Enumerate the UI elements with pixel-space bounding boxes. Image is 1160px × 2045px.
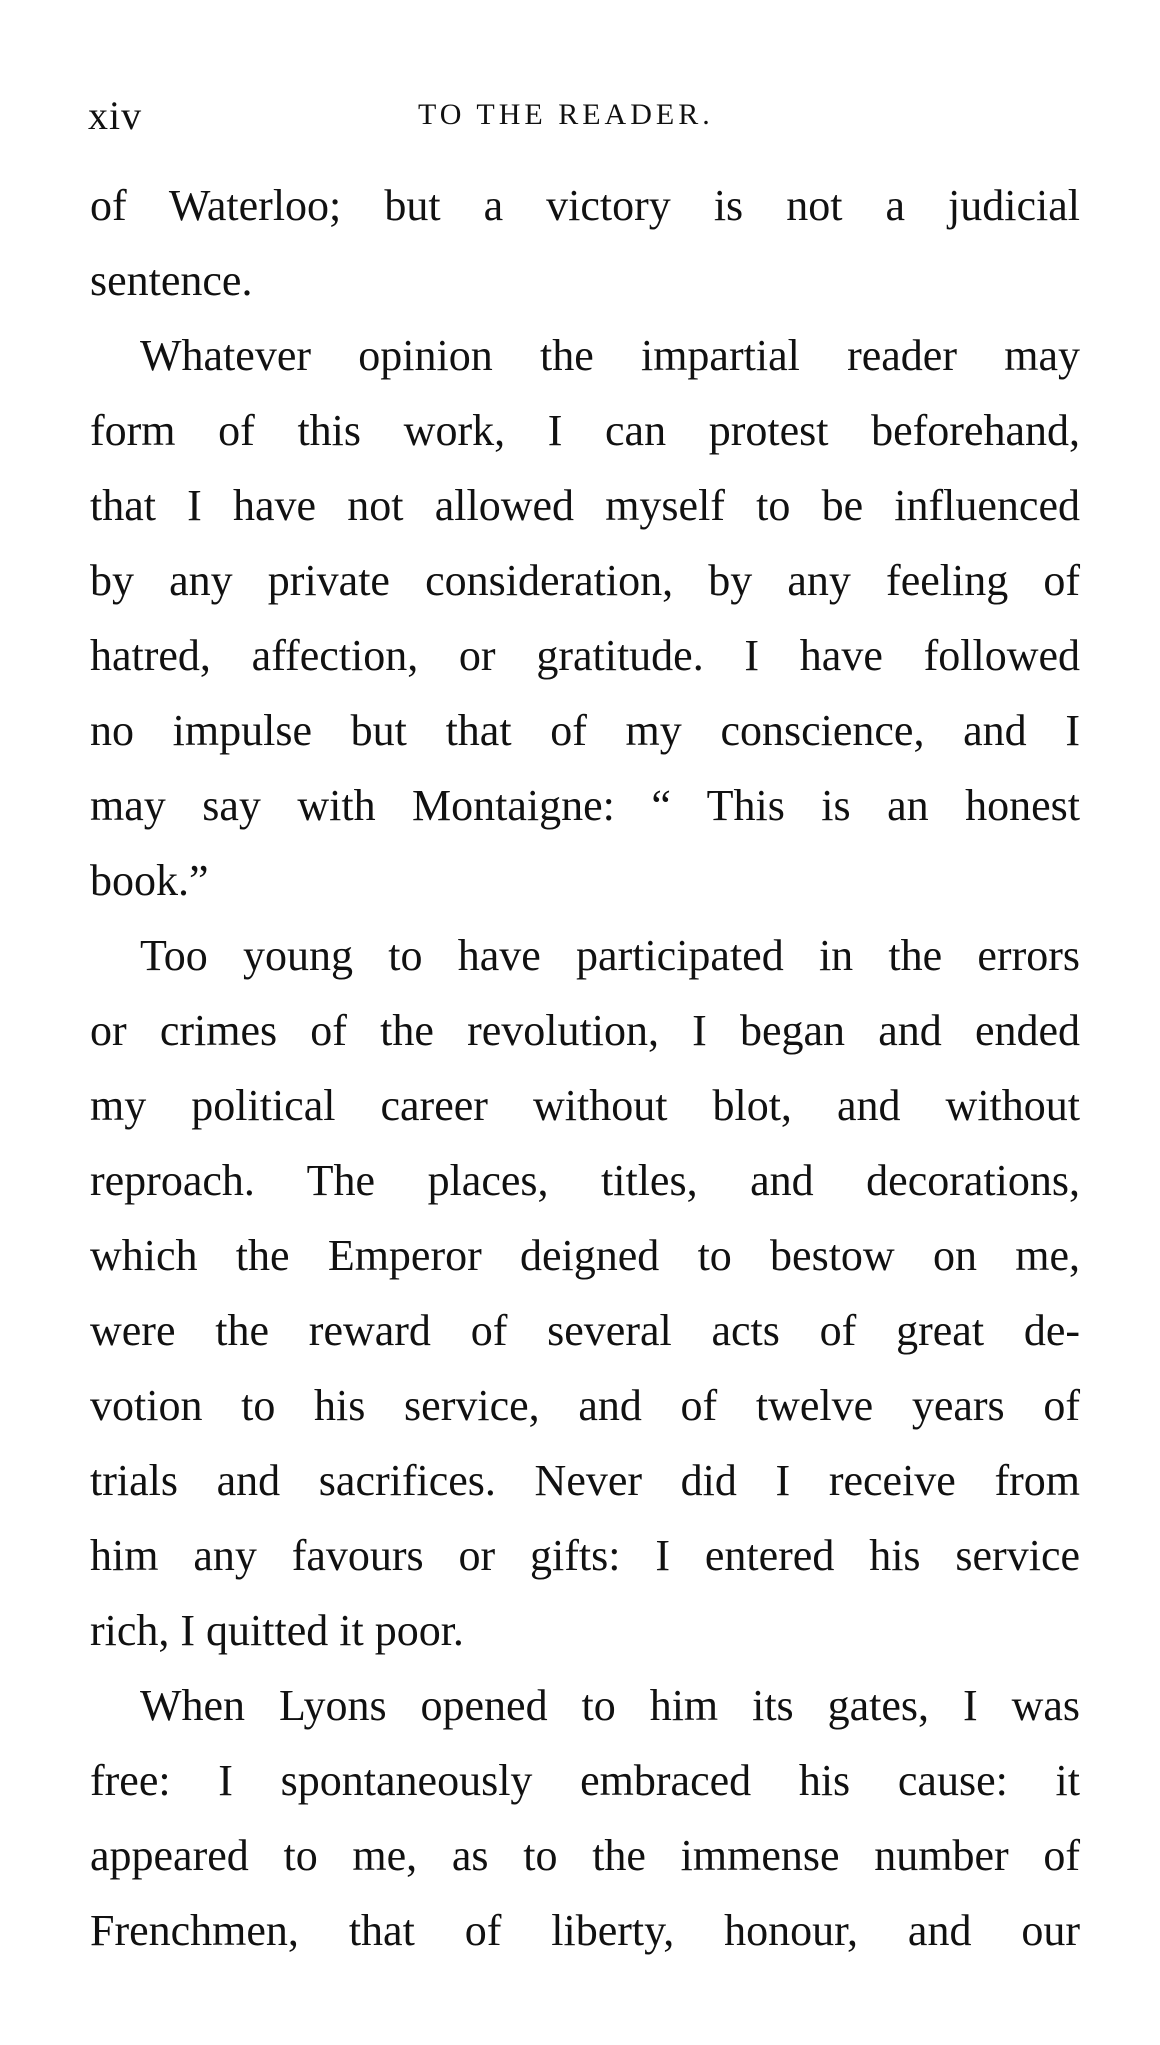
text-line: of Waterloo; but a victory is not a judicial xyxy=(90,181,1080,230)
text-line: Whatever opinion the impartial reader may xyxy=(140,331,1080,380)
page-number: xiv xyxy=(88,93,143,138)
text-line: sentence. xyxy=(90,256,253,305)
paragraph xyxy=(90,1668,1080,1968)
text-line: book.” xyxy=(90,856,209,905)
text-line: rich, I quitted it poor. xyxy=(90,1606,464,1655)
text-line: my political career without blot, and without xyxy=(90,1081,1080,1130)
text-line: appeared to me, as to the immense number of xyxy=(90,1831,1080,1880)
text-line: reproach. The places, titles, and decorations, xyxy=(90,1156,1080,1205)
text-line: by any private consideration, by any feeling of xyxy=(90,556,1080,605)
text-line: were the reward of several acts of great de- xyxy=(90,1306,1080,1355)
running-head: TO THE READER. xyxy=(418,98,714,131)
page-header xyxy=(88,92,1078,142)
text-line: may say with Montaigne: “ This is an honest xyxy=(90,781,1080,830)
body-text xyxy=(90,168,1080,1968)
text-line: form of this work, I can protest beforehand, xyxy=(90,406,1080,455)
text-line: Frenchmen, that of liberty, honour, and our xyxy=(90,1906,1080,1955)
text-line: votion to his service, and of twelve years of xyxy=(90,1381,1080,1430)
paragraph xyxy=(90,168,1080,318)
text-line: hatred, affection, or gratitude. I have followed xyxy=(90,631,1080,680)
paragraph xyxy=(90,318,1080,918)
text-line: him any favours or gifts: I entered his service xyxy=(90,1531,1080,1580)
text-line: or crimes of the revolution, I began and ended xyxy=(90,1006,1080,1055)
text-line: Too young to have participated in the errors xyxy=(140,931,1080,980)
paragraph xyxy=(90,918,1080,1668)
text-line: no impulse but that of my conscience, and I xyxy=(90,706,1080,755)
text-line: When Lyons opened to him its gates, I was xyxy=(140,1681,1080,1730)
text-line: which the Emperor deigned to bestow on me, xyxy=(90,1231,1080,1280)
text-line: free: I spontaneously embraced his cause: it xyxy=(90,1756,1080,1805)
text-line: trials and sacrifices. Never did I receive from xyxy=(90,1456,1080,1505)
text-line: that I have not allowed myself to be influenced xyxy=(90,481,1080,530)
